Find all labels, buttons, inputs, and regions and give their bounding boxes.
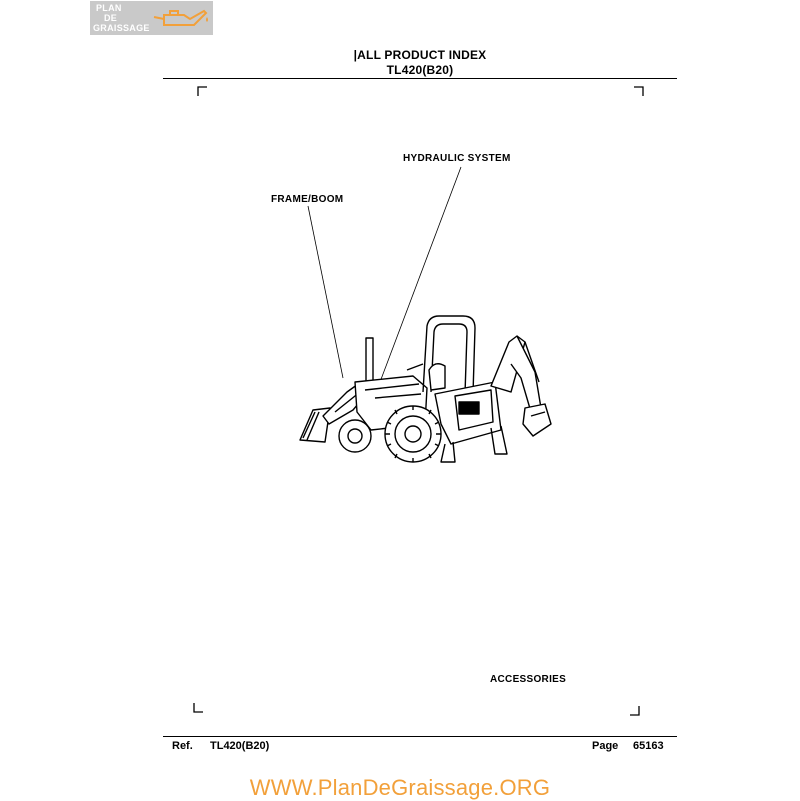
callout-accessories[interactable]: ACCESSORIES: [490, 674, 567, 685]
callout-hydraulic-system[interactable]: HYDRAULIC SYSTEM: [403, 153, 511, 164]
logo-line-3: GRAISSAGE: [93, 23, 150, 33]
backhoe-loader-illustration: [295, 312, 555, 472]
footer-page-label: Page: [592, 740, 619, 752]
watermark-link[interactable]: WWW.PlanDeGraissage.ORG: [249, 775, 551, 800]
footer-ref-value: TL420(B20): [210, 740, 270, 752]
footer-page-number: 65163: [633, 740, 664, 752]
footer-rule: [163, 736, 677, 737]
logo-line-1: PLAN: [96, 3, 122, 13]
document-title: |ALL PRODUCT INDEX: [353, 48, 487, 62]
footer-ref-label: Ref.: [172, 740, 193, 752]
callout-frame-boom[interactable]: FRAME/BOOM: [271, 194, 344, 205]
logo-line-2: DE: [104, 13, 118, 23]
model-subtitle: TL420(B20): [386, 63, 454, 77]
